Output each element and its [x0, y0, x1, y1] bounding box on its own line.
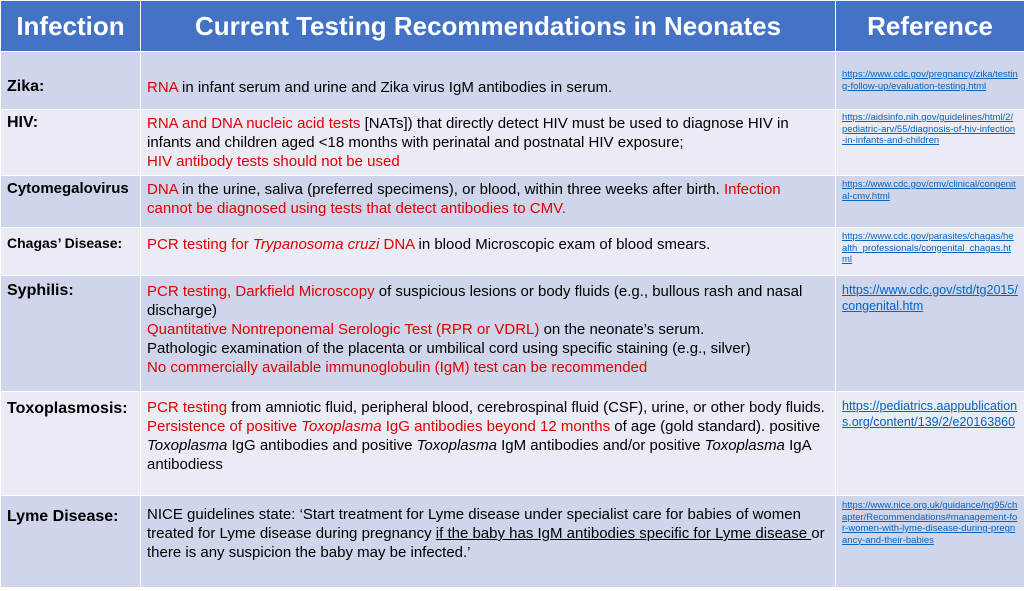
body-text: of suspicious lesions or body fluids (e.g., bullous rash and nasal discharge) [147, 283, 803, 319]
highlight-text: Persistence of positive [147, 418, 302, 435]
highlight-text: RNA [147, 79, 178, 96]
infection-name: Cytomegalovirus [1, 176, 141, 228]
body-text: in the urine, saliva (preferred specimens), or blood, within three weeks after birth. [177, 181, 724, 198]
infection-name: Lyme Disease: [1, 496, 141, 588]
italic-text: Toxoplasma [416, 437, 497, 454]
recommendation [141, 110, 836, 176]
reference [836, 276, 1024, 392]
reference-link[interactable]: https://www.cdc.gov/pregnancy/zika/testing-follow-up/evaluation-testing.html [842, 69, 1018, 92]
body-text: [NATs]) that directly detect HIV must be used to diagnose HIV in infants and children aged <18 months with perinatal and postnatal HIV exposure; [147, 115, 789, 151]
reference-link[interactable]: https://pediatrics.aappublications.org/content/139/2/e20163860 [842, 399, 1018, 429]
reference [836, 110, 1024, 176]
highlight-text: DNA [147, 181, 178, 198]
body-text: IgA antibodiess [147, 437, 811, 473]
recommendation [141, 52, 836, 110]
recommendation [141, 176, 836, 228]
reference-link[interactable]: https://www.cdc.gov/std/tg2015/congenital.htm [842, 283, 1018, 313]
italic-text: Toxoplasma [147, 437, 228, 454]
body-text: NICE guidelines state: ‘Start treatment for Lyme disease under specialist care for babies of women treated for Lyme disease during pregnancy [147, 506, 801, 542]
recommendation [141, 496, 836, 588]
recommendation [141, 392, 836, 496]
row-syphilis [1, 276, 1024, 392]
body-text: in infant serum and urine and Zika virus IgM antibodies in serum. [177, 79, 613, 96]
highlight-text: PCR testing [147, 399, 228, 416]
highlight-text: No commercially available immunoglobulin (IgM) test can be recommended [147, 359, 648, 376]
row-zika [1, 52, 1024, 110]
body-text: or there is any suspicion the baby may be infected.’ [147, 525, 825, 561]
reference [836, 176, 1024, 228]
underlined-text: if the baby has IgM antibodies specific for Lyme disease [435, 525, 812, 542]
row-lyme [1, 496, 1024, 588]
reference-link[interactable]: https://www.cdc.gov/parasites/chagas/health_professionals/congenital_chagas.html [842, 231, 1014, 265]
reference [836, 392, 1024, 496]
infection-name: Toxoplasmosis: [1, 392, 141, 496]
row-chagas [1, 228, 1024, 276]
highlight-italic-text: Toxoplasma [301, 418, 382, 435]
highlight-text: PCR testing for [147, 236, 253, 253]
reference [836, 496, 1024, 588]
infection-name: Chagas’ Disease: [1, 228, 141, 276]
reference-link[interactable]: https://www.nice.org.uk/guidance/ng95/chapter/Recommendations#management-for-women-with-lyme-disease-during-pregnancy-and-their-babies [842, 500, 1018, 546]
highlight-text: PCR testing, Darkfield Microscopy [147, 283, 375, 300]
body-text: on the neonate’s serum. [539, 321, 705, 338]
infection-name: Zika: [1, 52, 141, 110]
row-hiv [1, 110, 1024, 176]
row-toxoplasmosis [1, 392, 1024, 496]
highlight-text: HIV antibody tests should not be used [147, 153, 400, 170]
recommendation [141, 228, 836, 276]
row-cmv [1, 176, 1024, 228]
highlight-text: IgG antibodies beyond 12 months [381, 418, 611, 435]
body-text: Pathologic examination of the placenta or umbilical cord using specific staining (e.g., silver) [147, 340, 751, 357]
body-text: from amniotic fluid, peripheral blood, cerebrospinal fluid (CSF), urine, or other body fluids. [227, 399, 825, 416]
header-reference: Reference [836, 1, 1024, 52]
reference [836, 228, 1024, 276]
infection-name: HIV: [1, 110, 141, 176]
infection-name: Syphilis: [1, 276, 141, 392]
recommendation [141, 276, 836, 392]
highlight-text: RNA and DNA nucleic acid tests [147, 115, 361, 132]
highlight-italic-text: Trypanosoma cruzi [252, 236, 380, 253]
reference-link[interactable]: https://www.cdc.gov/cmv/clinical/congenital-cmv.html [842, 179, 1016, 202]
body-text: IgG antibodies and positive [227, 437, 417, 454]
highlight-text: Quantitative Nontreponemal Serologic Test (RPR or VDRL) [147, 321, 540, 338]
reference-link[interactable]: https://aidsinfo.nih.gov/guidelines/html/2/pediatric-arv/55/diagnosis-of-hiv-infection-in-infants-and-children [842, 112, 1016, 146]
body-text: of age (gold standard). positive [610, 418, 821, 435]
header-infection: Infection [1, 1, 141, 52]
reference [836, 52, 1024, 110]
header-row [1, 1, 1024, 52]
highlight-text: DNA [379, 236, 415, 253]
highlight-text: Infection cannot be diagnosed using tests that detect antibodies to CMV. [147, 181, 781, 217]
body-text: IgM antibodies and/or positive [496, 437, 705, 454]
header-recommendations: Current Testing Recommendations in Neonates [141, 1, 836, 52]
body-text: in blood Microscopic exam of blood smears. [414, 236, 711, 253]
italic-text: Toxoplasma [704, 437, 785, 454]
